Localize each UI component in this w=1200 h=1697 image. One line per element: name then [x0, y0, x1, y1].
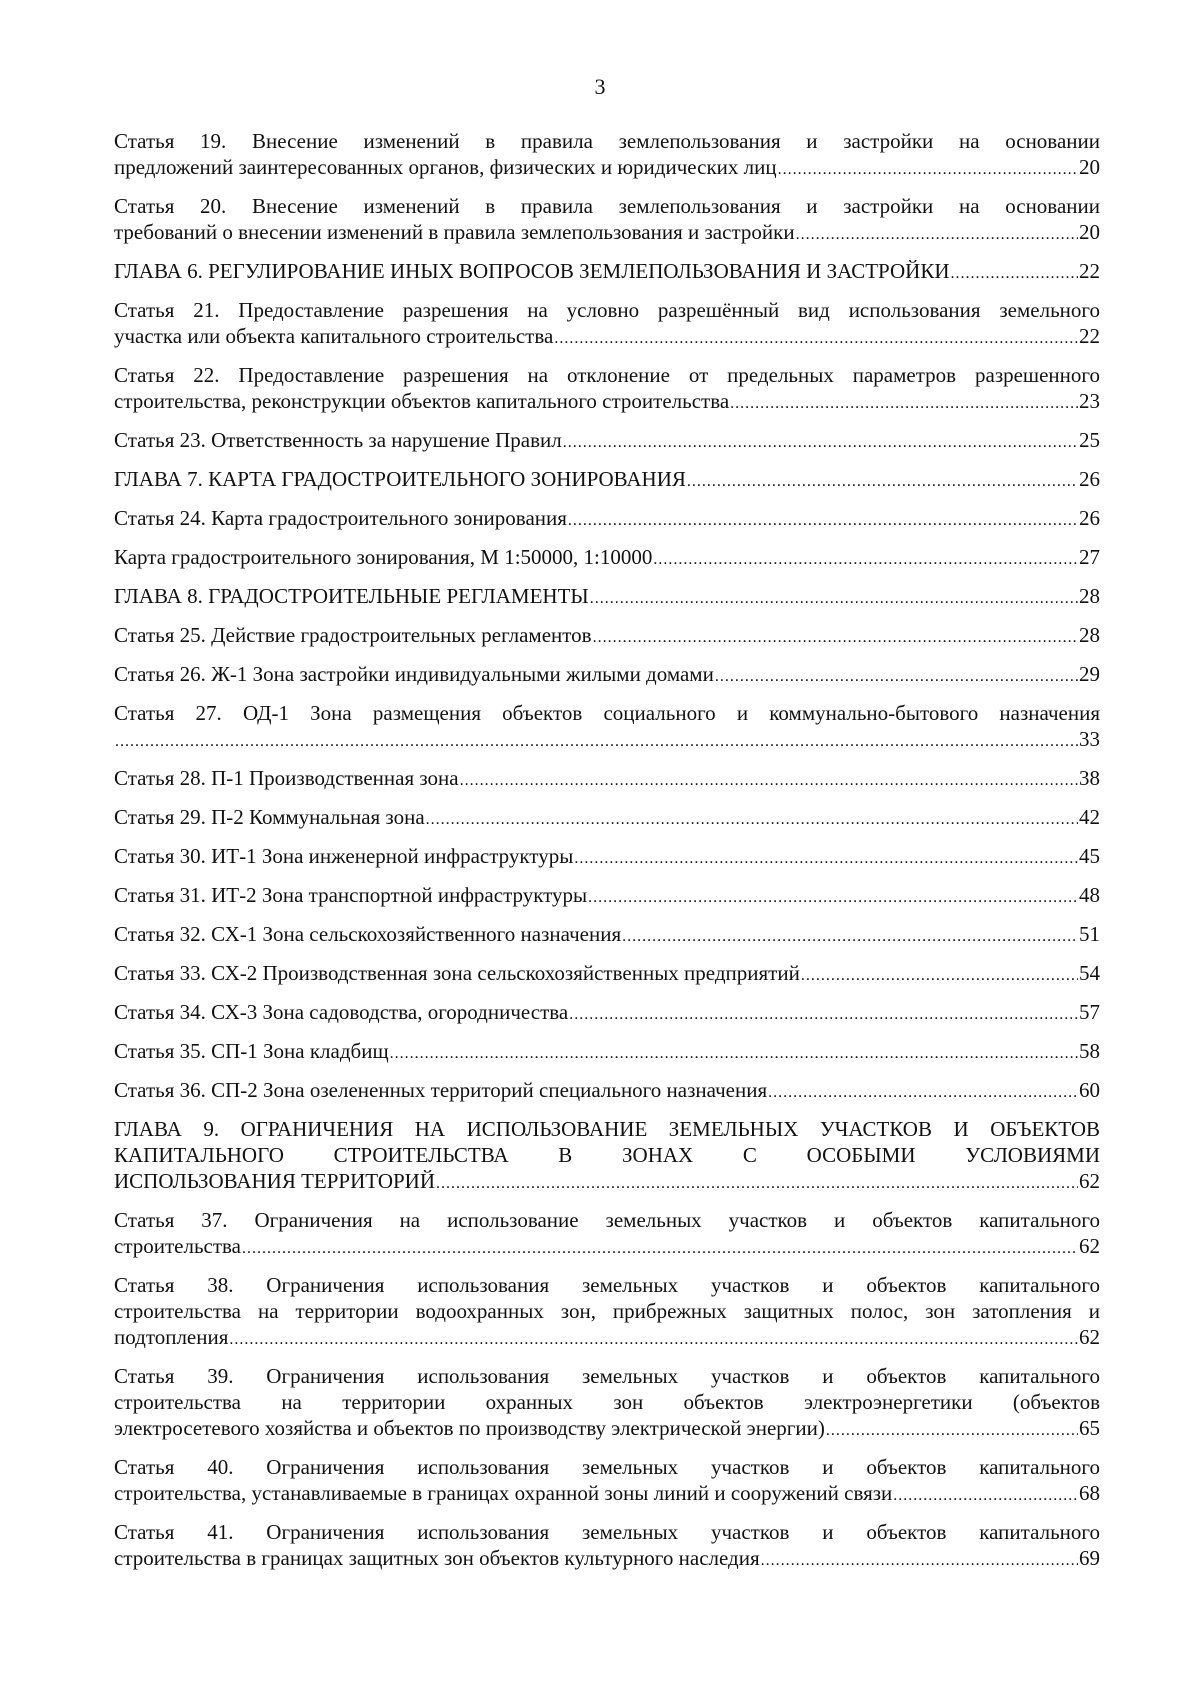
dot-leader [242, 1236, 1078, 1262]
toc-page-number: 33 [1079, 727, 1100, 751]
toc-entry-title: Карта градостроительного зонирования, М 1:50000, 1:10000 [114, 545, 653, 569]
toc-entry-title: строительства [114, 1234, 242, 1258]
page-number: 3 [594, 74, 606, 99]
toc-entry-title: Статья 29. П-2 Коммунальная зона [114, 805, 425, 829]
toc-entry-line: Статья 39. Ограничения использования земельных участков и объектов капитального [114, 1364, 1100, 1388]
toc-entry[interactable] [114, 882, 1100, 911]
toc-entry-line: Статья 38. Ограничения использования земельных участков и объектов капитального [114, 1273, 1100, 1297]
toc-entry[interactable] [114, 960, 1100, 989]
toc-entry[interactable] [114, 193, 1100, 248]
toc-entry-title: ГЛАВА 7. КАРТА ГРАДОСТРОИТЕЛЬНОГО ЗОНИРОВАНИЯ [114, 467, 686, 491]
dot-leader [590, 586, 1078, 612]
toc-page-number: 51 [1079, 922, 1100, 946]
toc-entry[interactable] [114, 466, 1100, 495]
dot-leader [768, 1080, 1078, 1106]
toc-entry[interactable] [114, 128, 1100, 183]
toc-entry-title: ГЛАВА 8. ГРАДОСТРОИТЕЛЬНЫЕ РЕГЛАМЕНТЫ [114, 584, 589, 608]
toc-entry[interactable] [114, 1454, 1100, 1509]
toc-entry-line: Статья 37. Ограничения на использование земельных участков и объектов капитального [114, 1208, 1100, 1232]
toc-page-number: 62 [1079, 1325, 1100, 1349]
toc-page-number: 62 [1079, 1169, 1100, 1193]
toc-entry-line: КАПИТАЛЬНОГО СТРОИТЕЛЬСТВА В ЗОНАХ С ОСОБЫМИ УСЛОВИЯМИ [114, 1143, 1100, 1167]
toc-entry[interactable] [114, 1077, 1100, 1106]
toc-entry-title: Статья 36. СП-2 Зона озелененных территорий специального назначения [114, 1078, 768, 1102]
toc-entry-line: Статья 20. Внесение изменений в правила землепользования и застройки на основании [114, 194, 1100, 218]
toc-page-number: 42 [1079, 805, 1100, 829]
toc-page-number: 26 [1079, 467, 1100, 491]
dot-leader [563, 430, 1078, 456]
dot-leader [390, 1041, 1078, 1067]
toc-entry-line: строительства на территории водоохранных зон, прибрежных защитных полос, зон затопления и [114, 1299, 1100, 1323]
toc-page-number: 23 [1079, 389, 1100, 413]
toc-entry-line: Статья 27. ОД-1 Зона размещения объектов социального и коммунально-бытового назначения [114, 701, 1100, 725]
toc-entry-title: Статья 30. ИТ-1 Зона инженерной инфраструктуры [114, 844, 574, 868]
toc-entry[interactable] [114, 804, 1100, 833]
toc-entry-line: строительства на территории охранных зон объектов электроэнергетики (объектов [114, 1390, 1100, 1414]
toc-page-number: 60 [1079, 1078, 1100, 1102]
dot-leader [801, 963, 1078, 989]
toc-entry[interactable] [114, 297, 1100, 352]
toc-entry[interactable] [114, 999, 1100, 1028]
toc-entry-title: участка или объекта капитального строительства [114, 324, 554, 348]
dot-leader [568, 508, 1078, 534]
dot-leader [436, 1171, 1078, 1197]
toc-page-number: 65 [1079, 1416, 1100, 1440]
toc-entry-line: Статья 40. Ограничения использования земельных участков и объектов капитального [114, 1455, 1100, 1479]
dot-leader [951, 261, 1079, 287]
toc-entry[interactable] [114, 843, 1100, 872]
toc-entry-line: Статья 19. Внесение изменений в правила землепользования и застройки на основании [114, 129, 1100, 153]
toc-entry-title: Статья 24. Карта градостроительного зонирования [114, 506, 567, 530]
toc-page-number: 54 [1079, 961, 1100, 985]
toc-page-number: 22 [1079, 324, 1100, 348]
toc-entry-title: строительства, устанавливаемые в границах охранной зоны линий и сооружений связи [114, 1481, 893, 1505]
toc-page-number: 22 [1079, 259, 1100, 283]
toc-entry[interactable] [114, 1363, 1100, 1444]
toc-page-number: 48 [1079, 883, 1100, 907]
dot-leader [115, 729, 1078, 755]
toc-entry-title: строительства в границах защитных зон объектов культурного наследия [114, 1546, 760, 1570]
toc-entry[interactable] [114, 362, 1100, 417]
toc-page-number: 68 [1079, 1481, 1100, 1505]
toc-entry-title: электросетевого хозяйства и объектов по производству электрической энергии) [114, 1416, 825, 1440]
table-of-contents [114, 128, 1100, 1584]
toc-entry-title: Статья 23. Ответственность за нарушение Правил [114, 428, 562, 452]
toc-page-number: 38 [1079, 766, 1100, 790]
toc-page-number: 28 [1079, 584, 1100, 608]
toc-entry[interactable] [114, 1116, 1100, 1197]
toc-entry-title: Статья 33. СХ-2 Производственная зона сельскохозяйственных предприятий [114, 961, 800, 985]
toc-page-number: 57 [1079, 1000, 1100, 1024]
dot-leader [229, 1327, 1078, 1353]
dot-leader [715, 664, 1078, 690]
toc-page-number: 58 [1079, 1039, 1100, 1063]
dot-leader [761, 1548, 1078, 1574]
toc-entry-title: требований о внесении изменений в правила землепользования и застройки [114, 220, 795, 244]
dot-leader [796, 222, 1078, 248]
toc-entry[interactable] [114, 921, 1100, 950]
toc-entry[interactable] [114, 544, 1100, 573]
toc-entry[interactable] [114, 505, 1100, 534]
dot-leader [460, 768, 1078, 794]
toc-entry-title: ГЛАВА 6. РЕГУЛИРОВАНИЕ ИНЫХ ВОПРОСОВ ЗЕМЛЕПОЛЬЗОВАНИЯ И ЗАСТРОЙКИ [114, 259, 950, 283]
toc-page-number: 45 [1079, 844, 1100, 868]
toc-entry-line: Статья 41. Ограничения использования земельных участков и объектов капитального [114, 1520, 1100, 1544]
toc-entry-line: ГЛАВА 9. ОГРАНИЧЕНИЯ НА ИСПОЛЬЗОВАНИЕ ЗЕМЕЛЬНЫХ УЧАСТКОВ И ОБЪЕКТОВ [114, 1117, 1100, 1141]
toc-entry-title: Статья 26. Ж-1 Зона застройки индивидуальными жилыми домами [114, 662, 714, 686]
toc-page-number: 29 [1079, 662, 1100, 686]
toc-entry[interactable] [114, 661, 1100, 690]
dot-leader [569, 1002, 1078, 1028]
toc-entry-title: Статья 32. СХ-1 Зона сельскохозяйственного назначения [114, 922, 622, 946]
toc-entry-title: Статья 28. П-1 Производственная зона [114, 766, 459, 790]
dot-leader [893, 1483, 1078, 1509]
toc-entry[interactable] [114, 1207, 1100, 1262]
toc-entry[interactable] [114, 700, 1100, 755]
toc-page-number: 20 [1079, 220, 1100, 244]
toc-entry[interactable] [114, 765, 1100, 794]
dot-leader [730, 391, 1078, 417]
toc-page-number: 26 [1079, 506, 1100, 530]
toc-entry-title: подтопления [114, 1325, 229, 1349]
toc-page-number: 27 [1079, 545, 1100, 569]
dot-leader [778, 157, 1078, 183]
toc-entry-title: Статья 25. Действие градостроительных регламентов [114, 623, 592, 647]
toc-page-number: 62 [1079, 1234, 1100, 1258]
toc-entry-title: Статья 35. СП-1 Зона кладбищ [114, 1039, 389, 1063]
dot-leader [687, 469, 1078, 495]
toc-entry[interactable] [114, 1272, 1100, 1353]
dot-leader [593, 625, 1078, 651]
toc-entry-title: предложений заинтересованных органов, физических и юридических лиц [114, 155, 777, 179]
dot-leader [426, 807, 1078, 833]
toc-page-number: 69 [1079, 1546, 1100, 1570]
toc-entry[interactable] [114, 258, 1100, 287]
dot-leader [588, 885, 1078, 911]
toc-entry[interactable] [114, 1038, 1100, 1067]
toc-entry-title: строительства, реконструкции объектов капитального строительства [114, 389, 730, 413]
toc-entry-title: Статья 31. ИТ-2 Зона транспортной инфраструктуры [114, 883, 588, 907]
dot-leader [554, 326, 1078, 352]
toc-entry[interactable] [114, 622, 1100, 651]
toc-entry-line: Статья 22. Предоставление разрешения на отклонение от предельных параметров разрешенного [114, 363, 1100, 387]
dot-leader [574, 846, 1078, 872]
toc-entry[interactable] [114, 583, 1100, 612]
toc-page-number: 28 [1079, 623, 1100, 647]
toc-page-number: 20 [1079, 155, 1100, 179]
dot-leader [653, 547, 1078, 573]
toc-entry-line: Статья 21. Предоставление разрешения на условно разрешённый вид использования земельного [114, 298, 1100, 322]
toc-entry[interactable] [114, 1519, 1100, 1574]
dot-leader [826, 1418, 1078, 1444]
toc-entry-title: ИСПОЛЬЗОВАНИЯ ТЕРРИТОРИЙ [114, 1169, 435, 1193]
dot-leader [622, 924, 1078, 950]
toc-page-number: 25 [1079, 428, 1100, 452]
toc-entry-title: Статья 34. СХ-3 Зона садоводства, огородничества [114, 1000, 569, 1024]
toc-entry[interactable] [114, 427, 1100, 456]
